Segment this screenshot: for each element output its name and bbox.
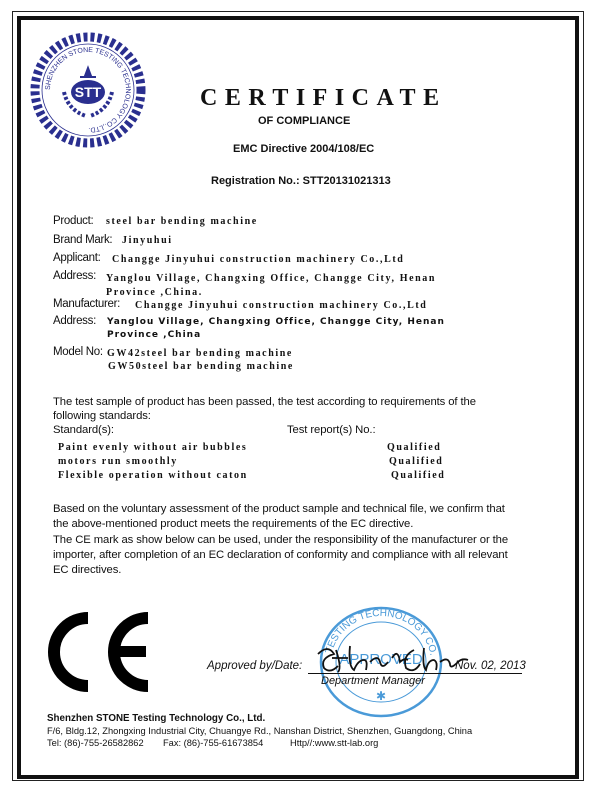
statement-line: Based on the voluntary assessment of the product sample and technical file, we confirm that (53, 503, 505, 515)
manufacturer-label: Manufacturer: (53, 298, 121, 310)
report-header: Test report(s) No.: (287, 424, 376, 436)
test-intro-line: following standards: (53, 410, 151, 422)
brand-label: Brand Mark: (53, 234, 113, 246)
svg-text:✱: ✱ (375, 689, 387, 703)
model-line2: GW50steel bar bending machine (108, 361, 294, 372)
footer-fax: Fax: (86)-755-61673854 (163, 738, 264, 748)
standards-header: Standard(s): (53, 424, 114, 436)
signature (310, 640, 470, 680)
statement-line: EC directives. (53, 564, 122, 576)
product-label: Product: (53, 215, 94, 227)
applicant-value: Changge Jinyuhui construction machinery Co.,Ltd (112, 254, 405, 265)
approval-date: Nov. 02, 2013 (455, 660, 526, 672)
standard-result: Qualified (389, 456, 444, 467)
applicant-address-line1: Yanglou Village, Changxing Office, Changge City, Henan (106, 273, 437, 284)
approved-by-label: Approved by/Date: (207, 660, 303, 672)
applicant-label: Applicant: (53, 252, 101, 264)
standard-item: Flexible operation without caton (58, 470, 248, 481)
standard-result: Qualified (387, 442, 442, 453)
test-intro-line: The test sample of product has been passed, the test according to requirements of the (53, 396, 476, 408)
approver-role: Department Manager (321, 675, 425, 687)
certificate-title: CERTIFICATE (200, 85, 447, 111)
manufacturer-address-label: Address: (53, 315, 96, 327)
product-value: steel bar bending machine (106, 216, 258, 227)
model-label: Model No: (53, 346, 103, 358)
statement-line: importer, after completion of an EC declaration of conformity and compliance with all relevant (53, 549, 508, 561)
standard-result: Qualified (391, 470, 446, 481)
svg-text:STT: STT (74, 84, 102, 100)
registration-number: Registration No.: STT20131021313 (211, 175, 391, 187)
footer-website: Http//:www.stt-lab.org (290, 738, 379, 748)
manufacturer-address-line1: Yanglou Village, Changxing Office, Changge City, Henan (107, 317, 445, 327)
svg-text:APPROVED: APPROVED (339, 651, 423, 668)
brand-value: Jinyuhui (122, 235, 173, 246)
manufacturer-value: Changge Jinyuhui construction machinery Co.,Ltd (135, 300, 428, 311)
footer-company: Shenzhen STONE Testing Technology Co., Ltd. (47, 713, 266, 724)
applicant-address-label: Address: (53, 270, 96, 282)
certificate-subtitle: OF COMPLIANCE (258, 115, 351, 127)
manufacturer-address-line2: Province ,China (107, 330, 202, 340)
footer-tel: Tel: (86)-755-26582862 (47, 738, 144, 748)
statement-line: the above-mentioned product meets the requirements of the EC directive. (53, 518, 414, 530)
model-line1: GW42steel bar bending machine (107, 348, 293, 359)
ce-mark-logo (38, 612, 154, 692)
company-seal-logo (30, 32, 146, 148)
svg-text:SHENZHEN STONE TESTING TECHNOL: SHENZHEN STONE TESTING TECHNOLOGY CO.,LTD. (44, 46, 132, 134)
standard-item: Paint evenly without air bubbles (58, 442, 248, 453)
applicant-address-line2: Province ,China. (106, 287, 203, 298)
svg-text:CE: CE (38, 612, 40, 613)
directive: EMC Directive 2004/108/EC (233, 143, 375, 155)
statement-line: The CE mark as show below can be used, under the responsibility of the manufacturer or the (53, 534, 509, 546)
standard-item: motors run smoothly (58, 456, 178, 467)
footer-address: F/6, Bldg.12, Zhongxing Industrial City, Chuangye Rd., Nanshan District, Shenzhen, Guangdong, China (47, 726, 473, 736)
svg-text:TESTING TECHNOLOGY CO.: TESTING TECHNOLOGY CO. (323, 607, 439, 657)
